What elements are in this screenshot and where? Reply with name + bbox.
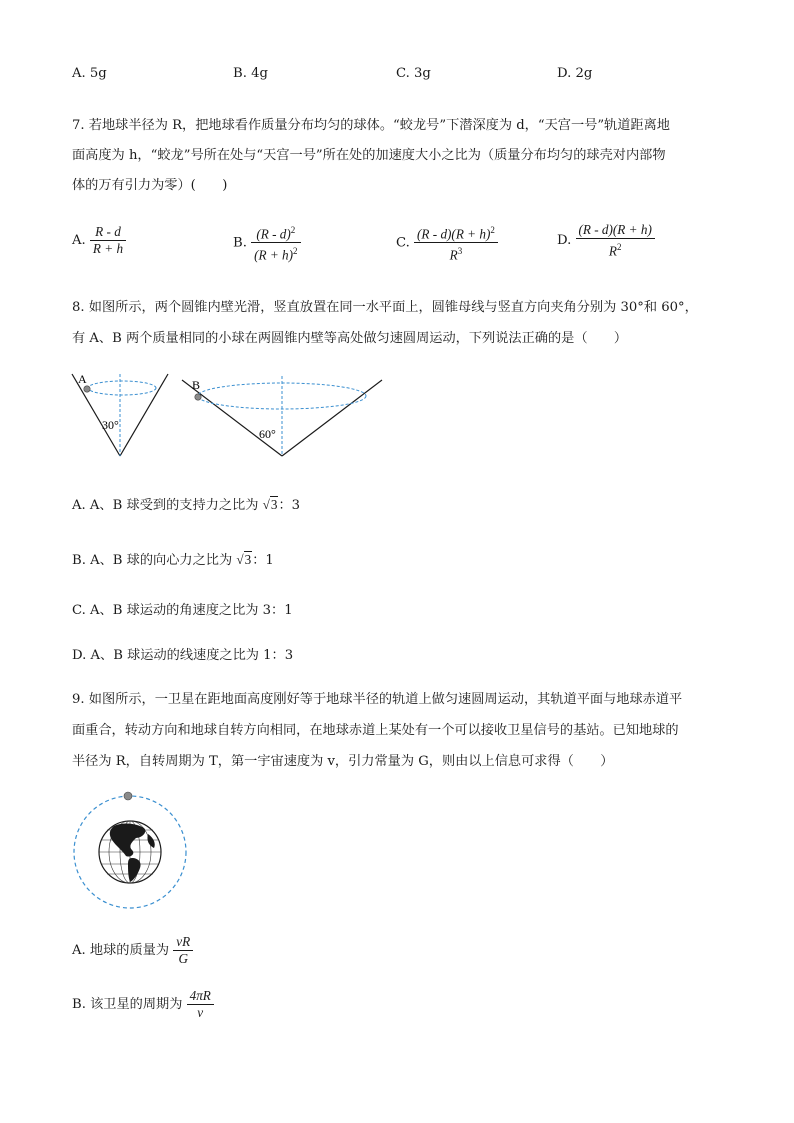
q7-option-c-label: C. [396, 235, 410, 251]
q7-option-d [557, 222, 655, 259]
q9-option-b-fraction: $\frac{4\pi R}{v}$ [187, 988, 214, 1021]
q7-option-b-denominator: $(R + h)^2$ [254, 246, 298, 263]
cone-a [72, 372, 168, 456]
q7-option-c-numerator: $(R - d)(R + h)^2$ [414, 222, 498, 243]
satellite [124, 792, 132, 800]
ball-b [195, 394, 201, 400]
q8-cone-figure [66, 368, 388, 464]
q7-option-c-fraction [414, 222, 498, 264]
q7-stem-line1: 7. 若地球半径为 R，把地球看作质量分布均匀的球体。“蛟龙号”下潜深度为 d，“天宫一号”轨道距离地 [72, 118, 670, 133]
cone-a-left-wall [72, 374, 120, 456]
q9-option-a: A. 地球的质量为 $\frac{vR}{G}$ [72, 934, 193, 967]
q6-option-d: D. 2g [557, 66, 593, 81]
q7-option-b [233, 222, 301, 264]
label-a: A [78, 372, 87, 386]
q7-option-a [72, 224, 126, 257]
angle-a-label: 30° [102, 418, 119, 432]
earth-globe-icon [99, 821, 161, 883]
q8-option-d: D. A、B 球运动的线速度之比为 1：3 [72, 648, 294, 663]
q8-option-b: B. A、B 球的向心力之比为 √3：1 [72, 552, 274, 568]
q9-option-b: B. 该卫星的周期为 $\frac{4\pi R}{v}$ [72, 988, 214, 1021]
q8-option-a: A. A、B 球受到的支持力之比为 √3：3 [72, 497, 301, 513]
q6-option-b: B. 4g [233, 66, 268, 81]
q7-option-a-numerator: R - d [90, 224, 126, 241]
q7-option-d-numerator: (R - d)(R + h) [576, 222, 655, 239]
ball-a [84, 386, 90, 392]
q7-option-a-denominator: R + h [92, 241, 124, 256]
q6-option-c: C. 3g [396, 66, 431, 81]
cone-a-orbit [88, 381, 156, 395]
q8-stem-line2: 有 A、B 两个质量相同的小球在两圆锥内壁等高处做匀速圆周运动，下列说法正确的是（ ） [72, 331, 628, 346]
q7-option-c [396, 222, 498, 264]
label-b: B [192, 378, 201, 392]
cone-b [182, 376, 382, 456]
q8-stem-line1: 8. 如图所示，两个圆锥内壁光滑，竖直放置在同一水平面上，圆锥母线与竖直方向夹角分别为 30°和 60°， [72, 300, 698, 315]
q8-option-c: C. A、B 球运动的角速度之比为 3：1 [72, 603, 293, 618]
q7-option-a-fraction [90, 224, 126, 257]
q9-option-a-fraction: $\frac{vR}{G}$ [173, 934, 193, 967]
q7-stem-line3: 体的万有引力为零）( ) [72, 178, 228, 193]
q9-earth-orbit-figure [70, 788, 194, 912]
q7-option-b-fraction [251, 222, 300, 264]
q7-option-a-label: A. [72, 233, 86, 248]
cone-b-right-wall [282, 380, 382, 456]
sqrt-symbol: √3 [236, 552, 252, 567]
q9-stem-line1: 9. 如图所示，一卫星在距地面高度刚好等于地球半径的轨道上做匀速圆周运动，其轨道平面与地球赤道平 [72, 692, 683, 707]
q9-stem-line3: 半径为 R，自转周期为 T，第一宇宙速度为 v，引力常量为 G，则由以上信息可求得（ ） [72, 754, 614, 769]
q7-option-b-numerator: (R - d)$^2$ [251, 222, 300, 243]
q7-stem-line2: 面高度为 h，“蛟龙”号所在处与“天宫一号”所在处的加速度大小之比为（质量分布均匀的球壳对内部物 [72, 148, 666, 163]
sqrt-symbol: √3 [262, 497, 278, 512]
q7-option-d-label: D. [557, 233, 572, 249]
q7-option-d-fraction [576, 222, 655, 259]
cone-a-right-wall [120, 374, 168, 456]
q7-option-c-denominator: $R^3$ [449, 246, 463, 263]
q6-option-a: A. 5g [72, 66, 107, 81]
q7-option-d-denominator: $R^2$ [608, 242, 622, 259]
angle-b-label: 60° [259, 427, 276, 441]
q7-option-b-label: B. [233, 235, 247, 251]
q9-stem-line2: 面重合，转动方向和地球自转方向相同，在地球赤道上某处有一个可以接收卫星信号的基站。已知地球的 [72, 723, 679, 738]
